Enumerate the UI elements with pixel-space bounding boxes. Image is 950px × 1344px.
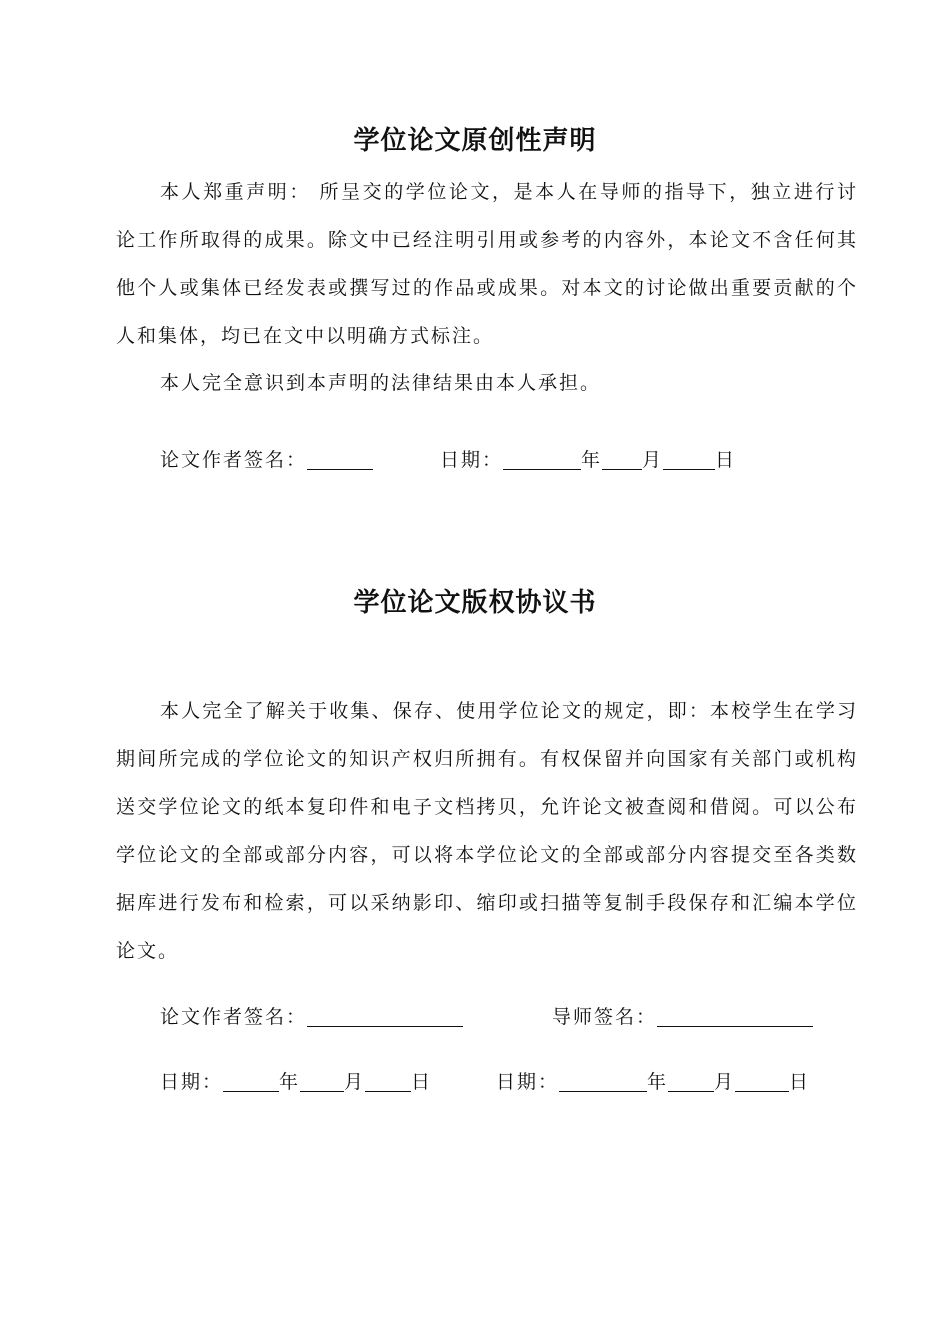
advisor-day-blank[interactable] (735, 1071, 789, 1092)
year-label: 年 (581, 449, 603, 471)
copyright-paragraph: 本人完全了解关于收集、保存、使用学位论文的规定，即：本校学生在学习期间所完成的学位论文的知识产权归所拥有。有权保留并向国家有关部门或机构送交学位论文的纸本复印件和电子文档拷贝，允许论文被查阅和借阅。可以公布学位论文的全部或部分内容，可以将本学位论文的全部或部分内容提交至各类数据库进行发布和检索，可以采纳影印、缩印或扫描等复制手段保存和汇编本学位论文。 (116, 700, 858, 962)
month-label: 月 (344, 1071, 366, 1093)
advisor-month-label: 月 (714, 1071, 736, 1093)
author-signature-blank[interactable] (307, 1006, 463, 1027)
author-signature-label: 论文作者签名： (160, 449, 308, 471)
advisor-year-label: 年 (647, 1071, 669, 1093)
advisor-month-blank[interactable] (668, 1071, 714, 1092)
declaration-date-row (440, 446, 736, 474)
advisor-signature-blank[interactable] (657, 1006, 813, 1027)
declaration-author-signature-row (160, 446, 373, 474)
date-label: 日期： (440, 449, 504, 471)
date-label: 日期： (160, 1071, 224, 1093)
copyright-advisor-signature-row (552, 1003, 813, 1031)
advisor-year-blank[interactable] (559, 1071, 647, 1092)
month-blank[interactable] (300, 1071, 344, 1092)
author-signature-label: 论文作者签名： (160, 1006, 308, 1028)
day-label: 日 (411, 1071, 433, 1093)
year-blank[interactable] (223, 1071, 279, 1092)
copyright-advisor-date-row (496, 1068, 810, 1096)
declaration-paragraph: 本人郑重声明： 所呈交的学位论文，是本人在导师的指导下，独立进行讨论工作所取得的成果。除文中已经注明引用或参考的内容外，本论文不含任何其他个人或集体已经发表或撰写过的作品或成果。对本文的讨论做出重要贡献的个人和集体，均已在文中以明确方式标注。 (116, 181, 858, 347)
day-label: 日 (715, 449, 737, 471)
month-label: 月 (642, 449, 664, 471)
advisor-date-label: 日期： (496, 1071, 560, 1093)
copyright-title: 学位论文版权协议书 (353, 588, 597, 618)
advisor-signature-label: 导师签名： (552, 1006, 658, 1028)
declaration-responsibility-paragraph: 本人完全意识到本声明的法律结果由本人承担。 (160, 372, 602, 394)
copyright-author-signature-row (160, 1003, 463, 1031)
author-signature-blank[interactable] (307, 449, 373, 470)
advisor-day-label: 日 (789, 1071, 811, 1093)
day-blank[interactable] (365, 1071, 411, 1092)
declaration-title: 学位论文原创性声明 (353, 126, 597, 156)
month-blank[interactable] (602, 449, 642, 470)
year-blank[interactable] (503, 449, 581, 470)
copyright-author-date-row (160, 1068, 432, 1096)
day-blank[interactable] (663, 449, 715, 470)
year-label: 年 (279, 1071, 301, 1093)
